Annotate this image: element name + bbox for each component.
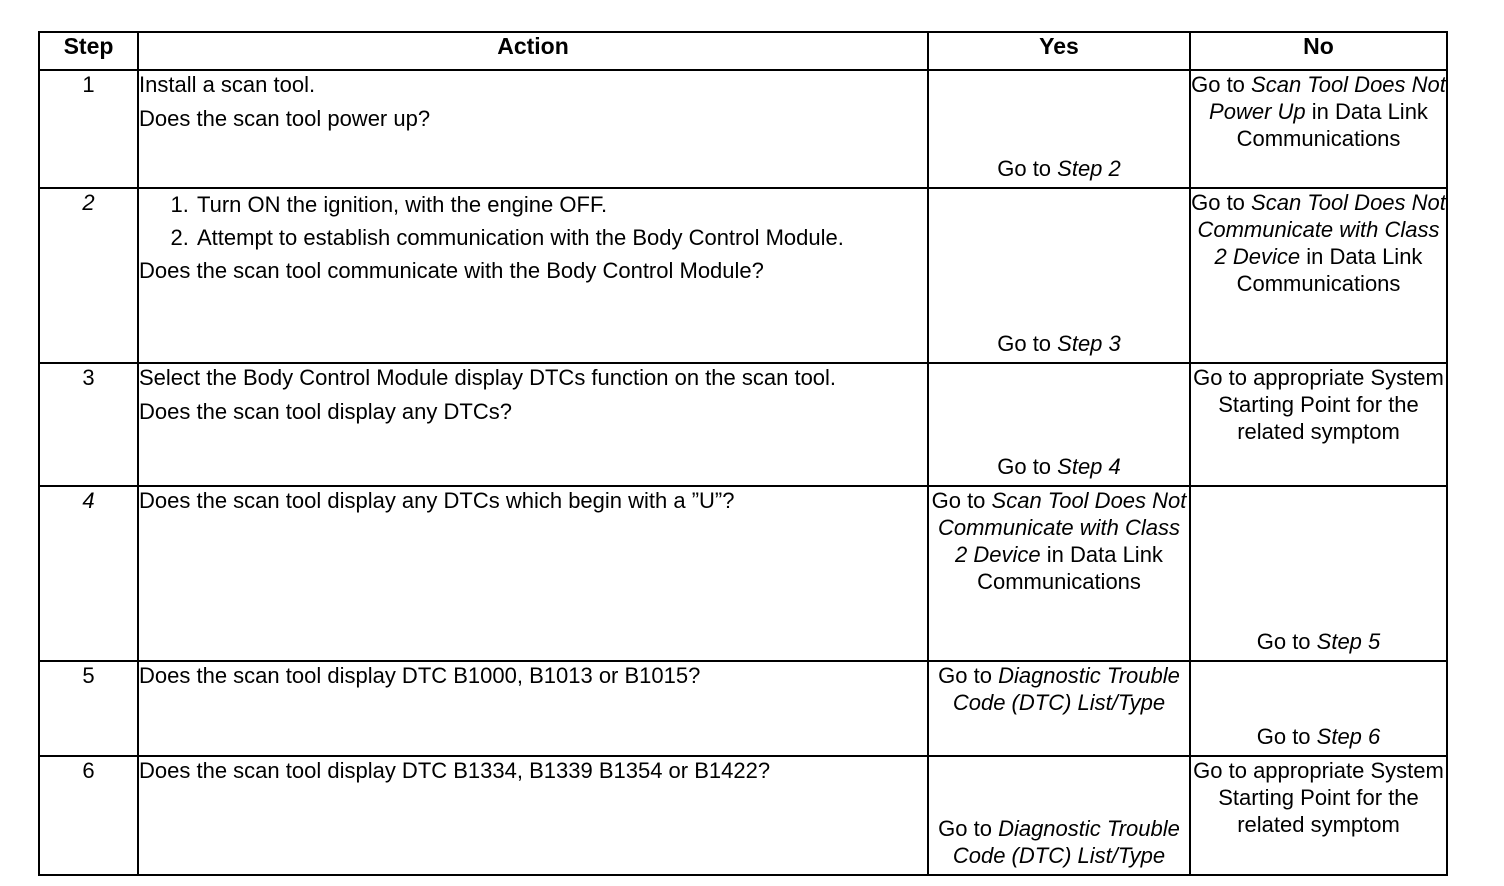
header-no: No (1190, 32, 1447, 70)
action-question: Does the scan tool display any DTCs? (139, 399, 512, 424)
action-step: 1. Turn ON the ignition, with the engine OFF. (195, 191, 927, 218)
yes-link[interactable]: Step 2 (1057, 156, 1121, 181)
no-suffix: in Data Link Communications (1236, 244, 1423, 296)
no-link[interactable]: Step 6 (1316, 724, 1381, 749)
yes-link[interactable]: Step 3 (1057, 331, 1121, 356)
step-number: 5 (39, 661, 138, 756)
yes-link[interactable]: Diagnostic Trouble Code (DTC) List/Type (952, 663, 1180, 715)
no-prefix: Go to (1191, 190, 1252, 215)
no-prefix: Go to (1256, 629, 1317, 654)
yes-link[interactable]: Step 4 (1057, 454, 1121, 479)
no-link[interactable]: Step 5 (1316, 629, 1381, 654)
no-cell (1190, 70, 1447, 188)
header-action: Action (138, 32, 928, 70)
yes-prefix: Go to (938, 816, 999, 841)
action-cell (138, 363, 928, 486)
action-question: Does the scan tool display any DTCs which begin with a ”U”? (139, 488, 735, 513)
header-step: Step (39, 32, 138, 70)
action-cell (138, 486, 928, 661)
header-row (39, 32, 1447, 70)
yes-prefix: Go to (997, 331, 1058, 356)
action-text: Install a scan tool. (139, 72, 316, 97)
table-row (39, 486, 1447, 661)
no-link[interactable]: Scan Tool Does Not Communicate with Class 2 Device (1197, 190, 1446, 269)
no-cell (1190, 188, 1447, 363)
yes-suffix: in Data Link Communications (977, 542, 1163, 594)
step-number: 4 (39, 486, 138, 661)
yes-link[interactable]: Scan Tool Does Not Communicate with Class 2 Device (937, 488, 1187, 567)
yes-cell (928, 661, 1190, 756)
yes-link[interactable]: Diagnostic Trouble Code (DTC) List/Type (952, 816, 1180, 868)
action-question: Does the scan tool power up? (139, 106, 431, 131)
no-prefix: Go to (1191, 72, 1252, 97)
yes-prefix: Go to (931, 488, 992, 513)
yes-cell (928, 70, 1190, 188)
step-number: 3 (39, 363, 138, 486)
table-row (39, 756, 1447, 875)
no-suffix: in Data Link Communications (1236, 99, 1428, 151)
diagnostic-table (38, 31, 1448, 876)
action-text: Select the Body Control Module display DTCs function on the scan tool. (139, 365, 837, 390)
table-row (39, 363, 1447, 486)
action-question: Does the scan tool communicate with the Body Control Module? (139, 258, 764, 283)
yes-cell (928, 486, 1190, 661)
action-steps-list (139, 191, 927, 251)
action-question: Does the scan tool display DTC B1334, B1339 B1354 or B1422? (139, 758, 771, 783)
no-cell (1190, 661, 1447, 756)
yes-cell (928, 756, 1190, 875)
yes-cell (928, 188, 1190, 363)
no-cell (1190, 756, 1447, 875)
no-prefix: Go to (1256, 724, 1317, 749)
action-cell (138, 188, 928, 363)
yes-prefix: Go to (997, 454, 1058, 479)
action-cell (138, 661, 928, 756)
step-number: 2 (39, 188, 138, 363)
action-cell (138, 756, 928, 875)
table-row (39, 70, 1447, 188)
table-row (39, 188, 1447, 363)
no-cell (1190, 363, 1447, 486)
yes-prefix: Go to (938, 663, 999, 688)
step-number: 1 (39, 70, 138, 188)
no-text: Go to appropriate System Starting Point for the related symptom (1193, 758, 1444, 837)
action-cell (138, 70, 928, 188)
yes-prefix: Go to (997, 156, 1058, 181)
no-cell (1190, 486, 1447, 661)
no-link[interactable]: Scan Tool Does Not Power Up (1209, 72, 1446, 124)
yes-cell (928, 363, 1190, 486)
header-yes: Yes (928, 32, 1190, 70)
no-text: Go to appropriate System Starting Point for the related symptom (1193, 365, 1444, 444)
action-question: Does the scan tool display DTC B1000, B1013 or B1015? (139, 663, 701, 688)
step-number: 6 (39, 756, 138, 875)
action-step: 2. Attempt to establish communication with the Body Control Module. (195, 224, 927, 251)
table-row (39, 661, 1447, 756)
